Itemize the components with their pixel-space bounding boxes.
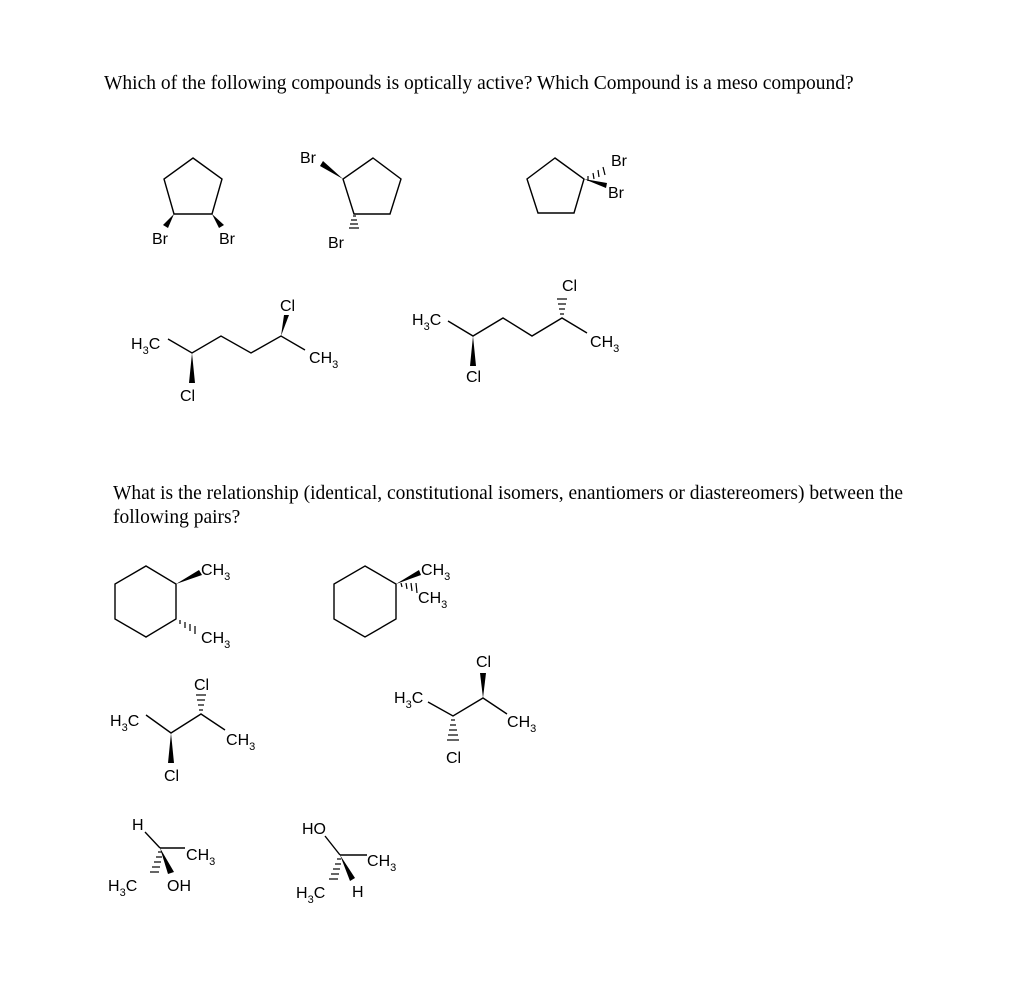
methyl-group: $H_3C$ xyxy=(394,690,424,711)
molecule-stereocenter-a xyxy=(108,817,215,899)
methyl-group: $CH_3$ xyxy=(590,334,620,355)
molecule-dichlorobutane-a xyxy=(110,677,255,785)
methyl-group: $H_3C$ xyxy=(296,885,326,906)
methyl-group: $H_3C$ xyxy=(412,312,442,333)
atom-cl: Cl xyxy=(164,768,180,785)
methyl-group: $CH_3$ xyxy=(186,847,216,868)
atom-cl: Cl xyxy=(562,278,578,295)
atom-h: H xyxy=(352,884,364,901)
atom-br: Br xyxy=(219,231,235,248)
atom-ho: HO xyxy=(302,821,326,838)
molecule-trans-dibromocyclopentane xyxy=(300,150,401,252)
methyl-group: $CH_3$ xyxy=(201,562,231,583)
molecule-stereocenter-b xyxy=(296,821,396,906)
molecule-dichlorobutane-b xyxy=(394,654,536,767)
atom-cl: Cl xyxy=(446,750,462,767)
methyl-group: $H_3C$ xyxy=(108,878,138,899)
methyl-group: $CH_3$ xyxy=(201,630,231,651)
methyl-group: $CH_3$ xyxy=(507,714,537,735)
atom-br: Br xyxy=(328,235,344,252)
methyl-group: $CH_3$ xyxy=(367,853,397,874)
methyl-group: $CH_3$ xyxy=(309,350,339,371)
molecule-dichlorohexane-b xyxy=(412,278,619,386)
atom-cl: Cl xyxy=(466,369,482,386)
molecule-dimethylcyclohexane-b xyxy=(334,562,450,637)
atom-cl: Cl xyxy=(280,298,296,315)
atom-cl: Cl xyxy=(476,654,492,671)
atom-br: Br xyxy=(611,153,627,170)
atom-br: Br xyxy=(300,150,316,167)
methyl-group: $H_3C$ xyxy=(131,336,161,357)
question-relationship: What is the relationship (identical, constitutional isomers, enantiomers or diastereomers) between the following pairs? xyxy=(113,483,904,528)
atom-cl: Cl xyxy=(194,677,210,694)
atom-br: Br xyxy=(608,185,624,202)
atom-oh: OH xyxy=(167,878,191,895)
molecule-dimethylcyclohexane-a xyxy=(115,562,230,651)
methyl-group: $CH_3$ xyxy=(418,590,448,611)
methyl-group: $CH_3$ xyxy=(226,732,256,753)
atom-br: Br xyxy=(152,231,168,248)
atom-cl: Cl xyxy=(180,388,196,405)
atom-h: H xyxy=(132,817,144,834)
molecule-cis-dibromocyclopentane xyxy=(152,158,236,248)
methyl-group: $CH_3$ xyxy=(421,562,451,583)
methyl-group: $H_3C$ xyxy=(110,713,140,734)
molecule-geminal-dibromocyclopentane xyxy=(527,153,628,213)
molecule-dichlorohexane-a xyxy=(131,298,338,405)
question-optical-activity: Which of the following compounds is optically active? Which Compound is a meso compound? xyxy=(104,73,854,94)
